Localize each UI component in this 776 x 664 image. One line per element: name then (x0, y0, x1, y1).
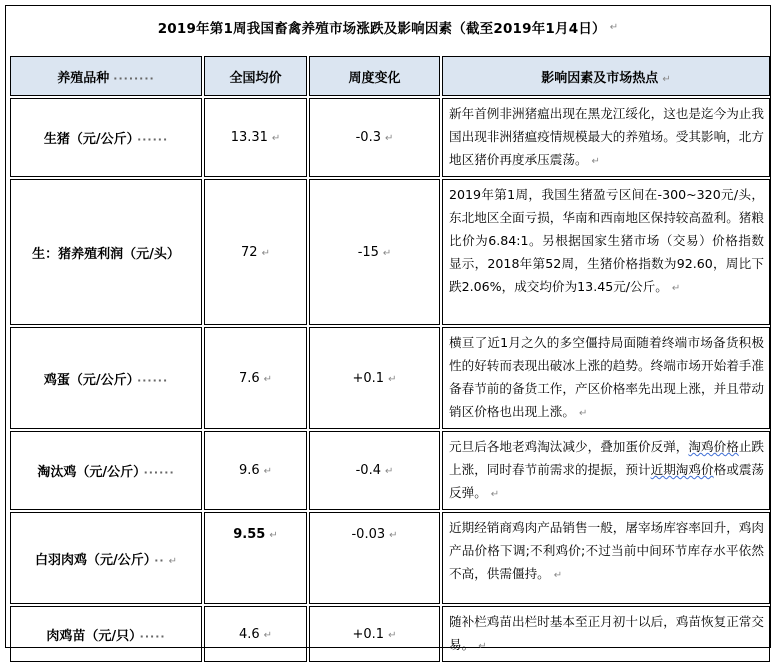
header-row (10, 56, 770, 96)
table-row (10, 512, 770, 604)
variety-cell: 生：猪养殖利润（元/头） (10, 179, 202, 325)
change-cell: -0.4 ↵ (309, 431, 440, 510)
title-text: 2019年第1周我国畜禽养殖市场涨跌及影响因素（截至2019年1月4日） (157, 21, 606, 37)
table-row (10, 606, 770, 662)
desc-cell: 2019年第1周，我国生猪盈亏区间在-300~320元/头，东北地区全面亏损，华南和西南地区保持较高盈利。猪粮比价为6.84:1。另根据国家生猪市场（交易）价格指数显示，2018年第52周，生猪价格指数为92.60，周比下跌2.06%，成交均价为13.45元/公斤。 ↵ (442, 179, 770, 325)
variety-cell: 淘汰鸡（元/公斤） ······ (10, 431, 202, 510)
header-factors: 影响因素及市场热点 ↵ (442, 56, 770, 96)
desc-cell: 随补栏鸡苗出栏时基本至正月初十以后，鸡苗恢复正常交易。 ↵ (442, 606, 770, 662)
spellcheck-underline: 近期淘鸡价 (650, 462, 714, 477)
price-cell: 7.6 ↵ (204, 327, 307, 429)
change-cell: -0.3 ↵ (309, 98, 440, 177)
variety-cell: 鸡蛋（元/公斤） ······ (10, 327, 202, 429)
desc-cell: 横亘了近1月之久的多空僵持局面随着终端市场备货积极性的好转而表现出破冰上涨的趋势。终端市场开始着手准备春节前的备货工作，产区价格率先出现上涨，并且带动销区价格也出现上涨。 ↵ (442, 327, 770, 429)
table-title (6, 6, 770, 48)
header-price: 全国均价 (204, 56, 307, 96)
change-cell: +0.1 ↵ (309, 606, 440, 662)
price-cell: 9.6 ↵ (204, 431, 307, 510)
spellcheck-underline: 淘鸡价格 (688, 439, 739, 454)
change-cell: -0.03 ↵ (309, 512, 440, 604)
table-row (10, 327, 770, 429)
variety-cell: 生猪（元/公斤） ······ (10, 98, 202, 177)
desc-cell: 新年首例非洲猪瘟出现在黑龙江绥化，这也是迄今为止我国出现非洲猪瘟疫情规模最大的养殖场。受其影响，北方地区猪价再度承压震荡。 ↵ (442, 98, 770, 177)
price-cell: 13.31 ↵ (204, 98, 307, 177)
table-row (10, 98, 770, 177)
desc-cell: 近期经销商鸡肉产品销售一般，屠宰场库容率回升，鸡肉产品价格下调;不利鸡价;不过当前中间环节库存水平依然不高，供需僵持。 ↵ (442, 512, 770, 604)
price-cell: 4.6 ↵ (204, 606, 307, 662)
change-cell: -15 ↵ (309, 179, 440, 325)
document-frame (5, 5, 771, 652)
change-cell: +0.1 ↵ (309, 327, 440, 429)
header-change: 周度变化 (309, 56, 440, 96)
variety-cell: 肉鸡苗（元/只） ····· (10, 606, 202, 662)
header-variety: 养殖品种 ········ (10, 56, 202, 96)
return-mark: ↵ (609, 21, 619, 33)
variety-cell: 白羽肉鸡（元/公斤） ·· ↵ (10, 512, 202, 604)
table-row (10, 179, 770, 325)
table-row (10, 431, 770, 510)
price-cell: 9.55 ↵ (204, 512, 307, 604)
price-cell: 72 ↵ (204, 179, 307, 325)
desc-cell: 元旦后各地老鸡淘汰减少，叠加蛋价反弹，淘鸡价格止跌上涨，同时春节前需求的提振，预计近期淘鸡价格或震荡反弹。 ↵ (442, 431, 770, 510)
market-table (8, 54, 772, 664)
